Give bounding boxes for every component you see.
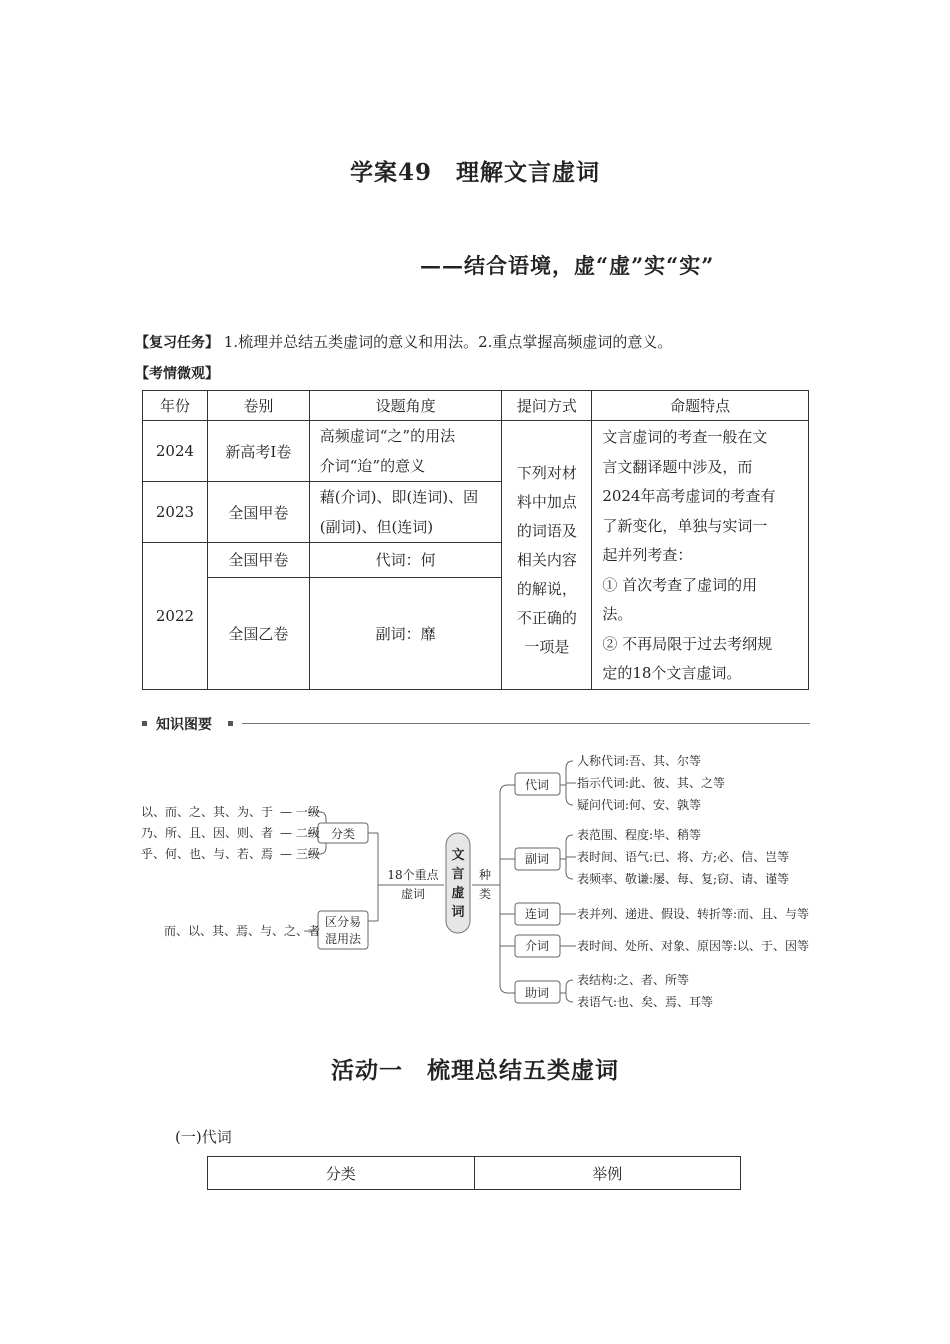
- table-header: 提问方式: [502, 391, 592, 421]
- center-char: 虚: [451, 886, 465, 901]
- knowledge-map-section-header: [142, 713, 810, 737]
- bullet-square-icon: [228, 721, 233, 726]
- page-title: 学案49 理解文言虚词: [349, 159, 600, 186]
- feature-line: ① 首次考查了虚词的用: [602, 575, 758, 594]
- mixed-label: 区分易: [324, 915, 362, 929]
- ask-line: 下列对材: [516, 464, 577, 483]
- section-subheading: (一)代词: [175, 1128, 232, 1146]
- table-header-row: [143, 391, 809, 421]
- level-words: 以、而、之、其、为、于: [141, 805, 274, 819]
- level-label: — 一级: [280, 805, 320, 819]
- table-header-row: [208, 1157, 741, 1190]
- paper-cell: 全国甲卷: [207, 543, 309, 578]
- review-task-text: 1.梳理并总结五类虚词的意义和用法。2.重点掌握高频虚词的意义。: [223, 333, 673, 351]
- paper-cell: 新高考Ⅰ卷: [207, 421, 309, 482]
- key18-label: 虚词: [400, 887, 426, 901]
- paper-cell: 全国乙卷: [207, 577, 309, 689]
- year-cell: 2024: [143, 421, 208, 482]
- pronoun-table: [207, 1156, 741, 1190]
- mixed-label: 混用法: [324, 932, 362, 946]
- ask-line: 的解说，: [516, 580, 577, 599]
- ask-line: 一项是: [524, 638, 570, 657]
- angle-cell: 副词：靡: [309, 577, 502, 689]
- center-char: 文: [451, 848, 465, 863]
- exam-situation-heading: [135, 363, 219, 383]
- angle-cell: 代词：何: [309, 543, 502, 578]
- bullet-square-icon: [142, 721, 147, 726]
- table-header: 命题特点: [592, 391, 809, 421]
- paper-cell: 全国甲卷: [207, 482, 309, 543]
- ask-line: 料中加点: [516, 493, 577, 512]
- category-item: 表时间、语气:已、将、方;必、信、岂等: [577, 850, 790, 864]
- ask-line: 相关内容: [516, 551, 577, 570]
- year-cell: 2022: [143, 543, 208, 690]
- center-char: 言: [451, 867, 465, 882]
- ask-line: 的词语及: [516, 522, 577, 541]
- table-header: 年份: [143, 391, 208, 421]
- angle-line: (副词)、但(连词): [319, 518, 434, 536]
- category-item: 疑问代词:何、安、孰等: [577, 798, 702, 812]
- table-header: 设题角度: [309, 391, 502, 421]
- category-item: 指示代词:此、彼、其、之等: [577, 776, 726, 790]
- key18-label: 18个重点: [387, 868, 439, 882]
- feature-line: 法。: [602, 605, 633, 623]
- exam-situation-label: 【考情微观】: [135, 366, 219, 382]
- ask-line: 不正确的: [516, 609, 577, 628]
- kinds-char: 类: [478, 887, 492, 901]
- mixed-words: 而、以、其、焉、与、之、者: [164, 924, 321, 938]
- category-label: 连词: [524, 907, 550, 921]
- level-label: — 三级: [280, 847, 320, 861]
- table-header: 分类: [208, 1157, 475, 1190]
- level-label: — 二级: [280, 826, 320, 840]
- category-item: 表语气:也、矣、焉、耳等: [577, 995, 714, 1009]
- classify-label: 分类: [330, 827, 356, 841]
- table-header: 举例: [474, 1157, 741, 1190]
- category-label: 助词: [524, 986, 550, 1000]
- category-item: 人称代词:吾、其、尔等: [577, 754, 702, 768]
- category-item: 表结构:之、者、所等: [577, 973, 690, 987]
- knowledge-mind-map: [130, 745, 820, 1010]
- feature-line: 文言虚词的考查一般在文: [602, 428, 768, 446]
- category-item: 表范围、程度:毕、稍等: [577, 828, 702, 842]
- angle-line: 藉(介词)、即(连词)、固: [319, 488, 479, 506]
- center-char: 词: [451, 905, 465, 920]
- category-item: 表频率、敬谦:屡、每、复;窃、请、谨等: [577, 872, 790, 886]
- category-label: 介词: [524, 939, 550, 953]
- kinds-char: 种: [478, 868, 492, 882]
- activity-title: 活动一 梳理总结五类虚词: [331, 1057, 619, 1084]
- level-words: 乃、所、且、因、则、者: [141, 826, 274, 840]
- table-row: [143, 421, 809, 482]
- feature-line: 言文翻译题中涉及，而: [602, 457, 753, 476]
- category-label: 副词: [524, 852, 550, 866]
- angle-cell: [309, 421, 502, 482]
- angle-line: 高频虚词“之”的用法: [319, 427, 456, 445]
- category-item: 表并列、递进、假设、转折等:而、且、与等: [577, 907, 810, 921]
- review-task: [135, 331, 672, 352]
- section-divider: [242, 723, 810, 724]
- angle-cell: [309, 482, 502, 543]
- feature-line: 了新变化，单独与实词一: [602, 516, 768, 535]
- year-cell: 2023: [143, 482, 208, 543]
- angle-line: 介词“迨”的意义: [319, 457, 426, 475]
- table-header: 卷别: [207, 391, 309, 421]
- review-task-label: 【复习任务】: [135, 335, 219, 351]
- feature-line: 起并列考查：: [602, 546, 693, 564]
- feature-line: ② 不再局限于过去考纲规: [602, 634, 773, 653]
- ask-cell: [502, 421, 592, 690]
- page-subtitle: ——结合语境，虚“虚”实“实”: [420, 253, 715, 278]
- knowledge-map-label: 知识图要: [156, 717, 212, 733]
- feature-cell: [592, 421, 809, 690]
- feature-line: 定的18个文言虚词。: [602, 664, 742, 682]
- feature-line: 2024年高考虚词的考查有: [602, 487, 776, 505]
- level-words: 乎、何、也、与、若、焉: [141, 847, 274, 861]
- exam-table: [142, 390, 809, 690]
- category-label: 代词: [524, 778, 550, 792]
- category-item: 表时间、处所、对象、原因等:以、于、因等: [577, 939, 810, 953]
